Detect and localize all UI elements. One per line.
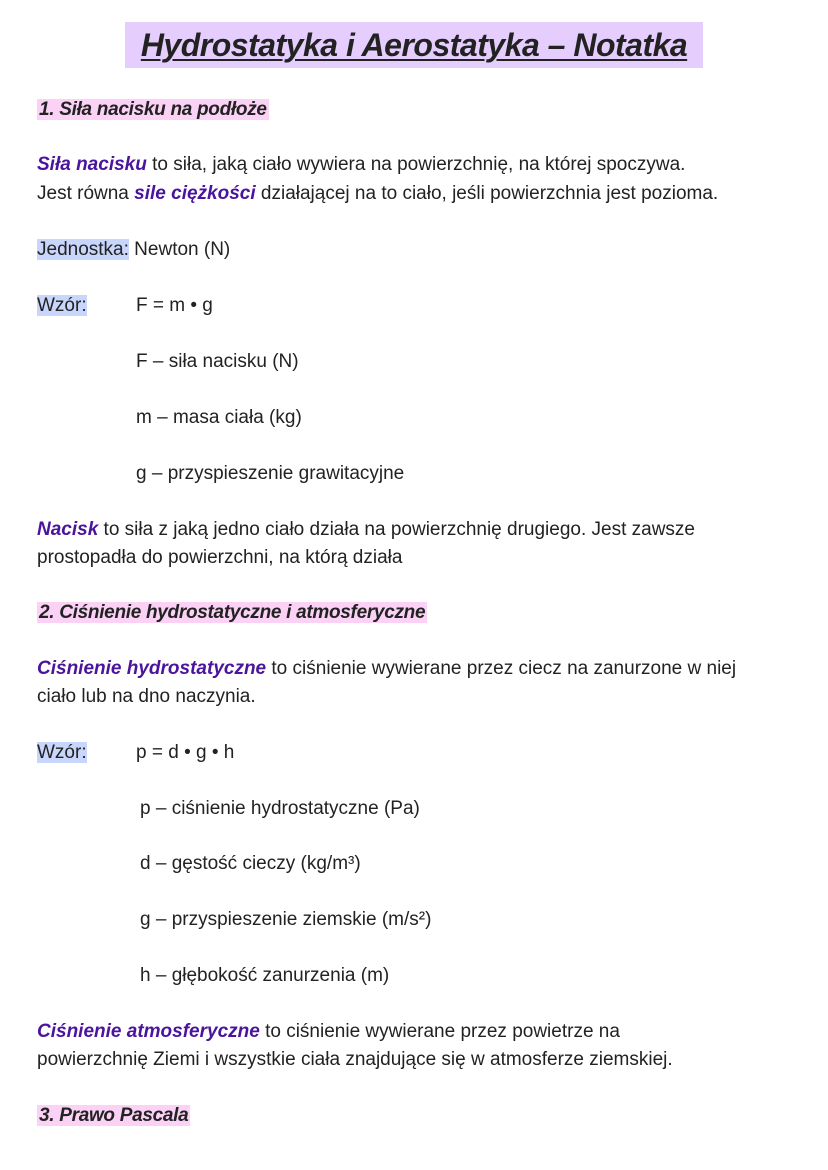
variable-line: p – ciśnienie hydrostatyczne (Pa) [140, 798, 420, 819]
term: Siła nacisku [37, 154, 147, 175]
section-2-heading [37, 599, 427, 627]
formula-label [37, 292, 87, 320]
section-3-heading [37, 1102, 190, 1130]
hydro-line: ciało lub na dno naczynia. [37, 686, 256, 707]
term: Nacisk [37, 519, 99, 540]
formula-label-text: Wzór: [37, 742, 87, 763]
atm-line [37, 1018, 620, 1046]
text: działającej na to ciało, jeśli powierzchnia jest pozioma. [255, 183, 719, 204]
unit-line [37, 236, 230, 264]
variable-line: d – gęstość cieczy (kg/m³) [140, 853, 361, 874]
term: Ciśnienie hydrostatyczne [37, 658, 267, 679]
atm-line: powierzchnię Ziemi i wszystkie ciała znajdujące się w atmosferze ziemskiej. [37, 1049, 673, 1070]
formula-label-text: Wzór: [37, 295, 87, 316]
unit-value: Newton (N) [128, 239, 231, 260]
section-heading-text: 3. Prawo Pascala [39, 1105, 189, 1126]
unit-label: Jednostka: [37, 239, 129, 260]
formula-label [37, 739, 87, 767]
text: Jest równa [37, 183, 135, 204]
nacisk-line: prostopadła do powierzchni, na którą działa [37, 547, 403, 568]
variable-line: g – przyspieszenie ziemskie (m/s²) [140, 909, 432, 930]
variable-line: h – głębokość zanurzenia (m) [140, 965, 390, 986]
page-title: Hydrostatyka i Aerostatyka – Notatka [125, 22, 703, 68]
term: Ciśnienie atmosferyczne [37, 1021, 260, 1042]
formula: F = m • g [136, 295, 213, 316]
variable-line: m – masa ciała (kg) [136, 407, 302, 428]
text: to ciśnienie wywierane przez ciecz na zanurzone w niej [266, 658, 737, 679]
definition-line [37, 180, 718, 208]
term: sile ciężkości [134, 183, 256, 204]
text: to ciśnienie wywierane przez powietrze na [259, 1021, 620, 1042]
text: to siła, jaką ciało wywiera na powierzchnię, na której spoczywa. [146, 154, 686, 175]
variable-line: F – siła nacisku (N) [136, 351, 299, 372]
hydro-line [37, 655, 736, 683]
section-heading-text: 2. Ciśnienie hydrostatyczne i atmosferyczne [39, 602, 426, 623]
section-heading-text: 1. Siła nacisku na podłoże [39, 99, 267, 120]
nacisk-line [37, 516, 695, 544]
text: to siła z jaką jedno ciało działa na powierzchnię drugiego. Jest zawsze [98, 519, 695, 540]
formula: p = d • g • h [136, 742, 235, 763]
variable-line: g – przyspieszenie grawitacyjne [136, 463, 405, 484]
section-1-heading [37, 96, 269, 124]
definition-line [37, 151, 685, 179]
